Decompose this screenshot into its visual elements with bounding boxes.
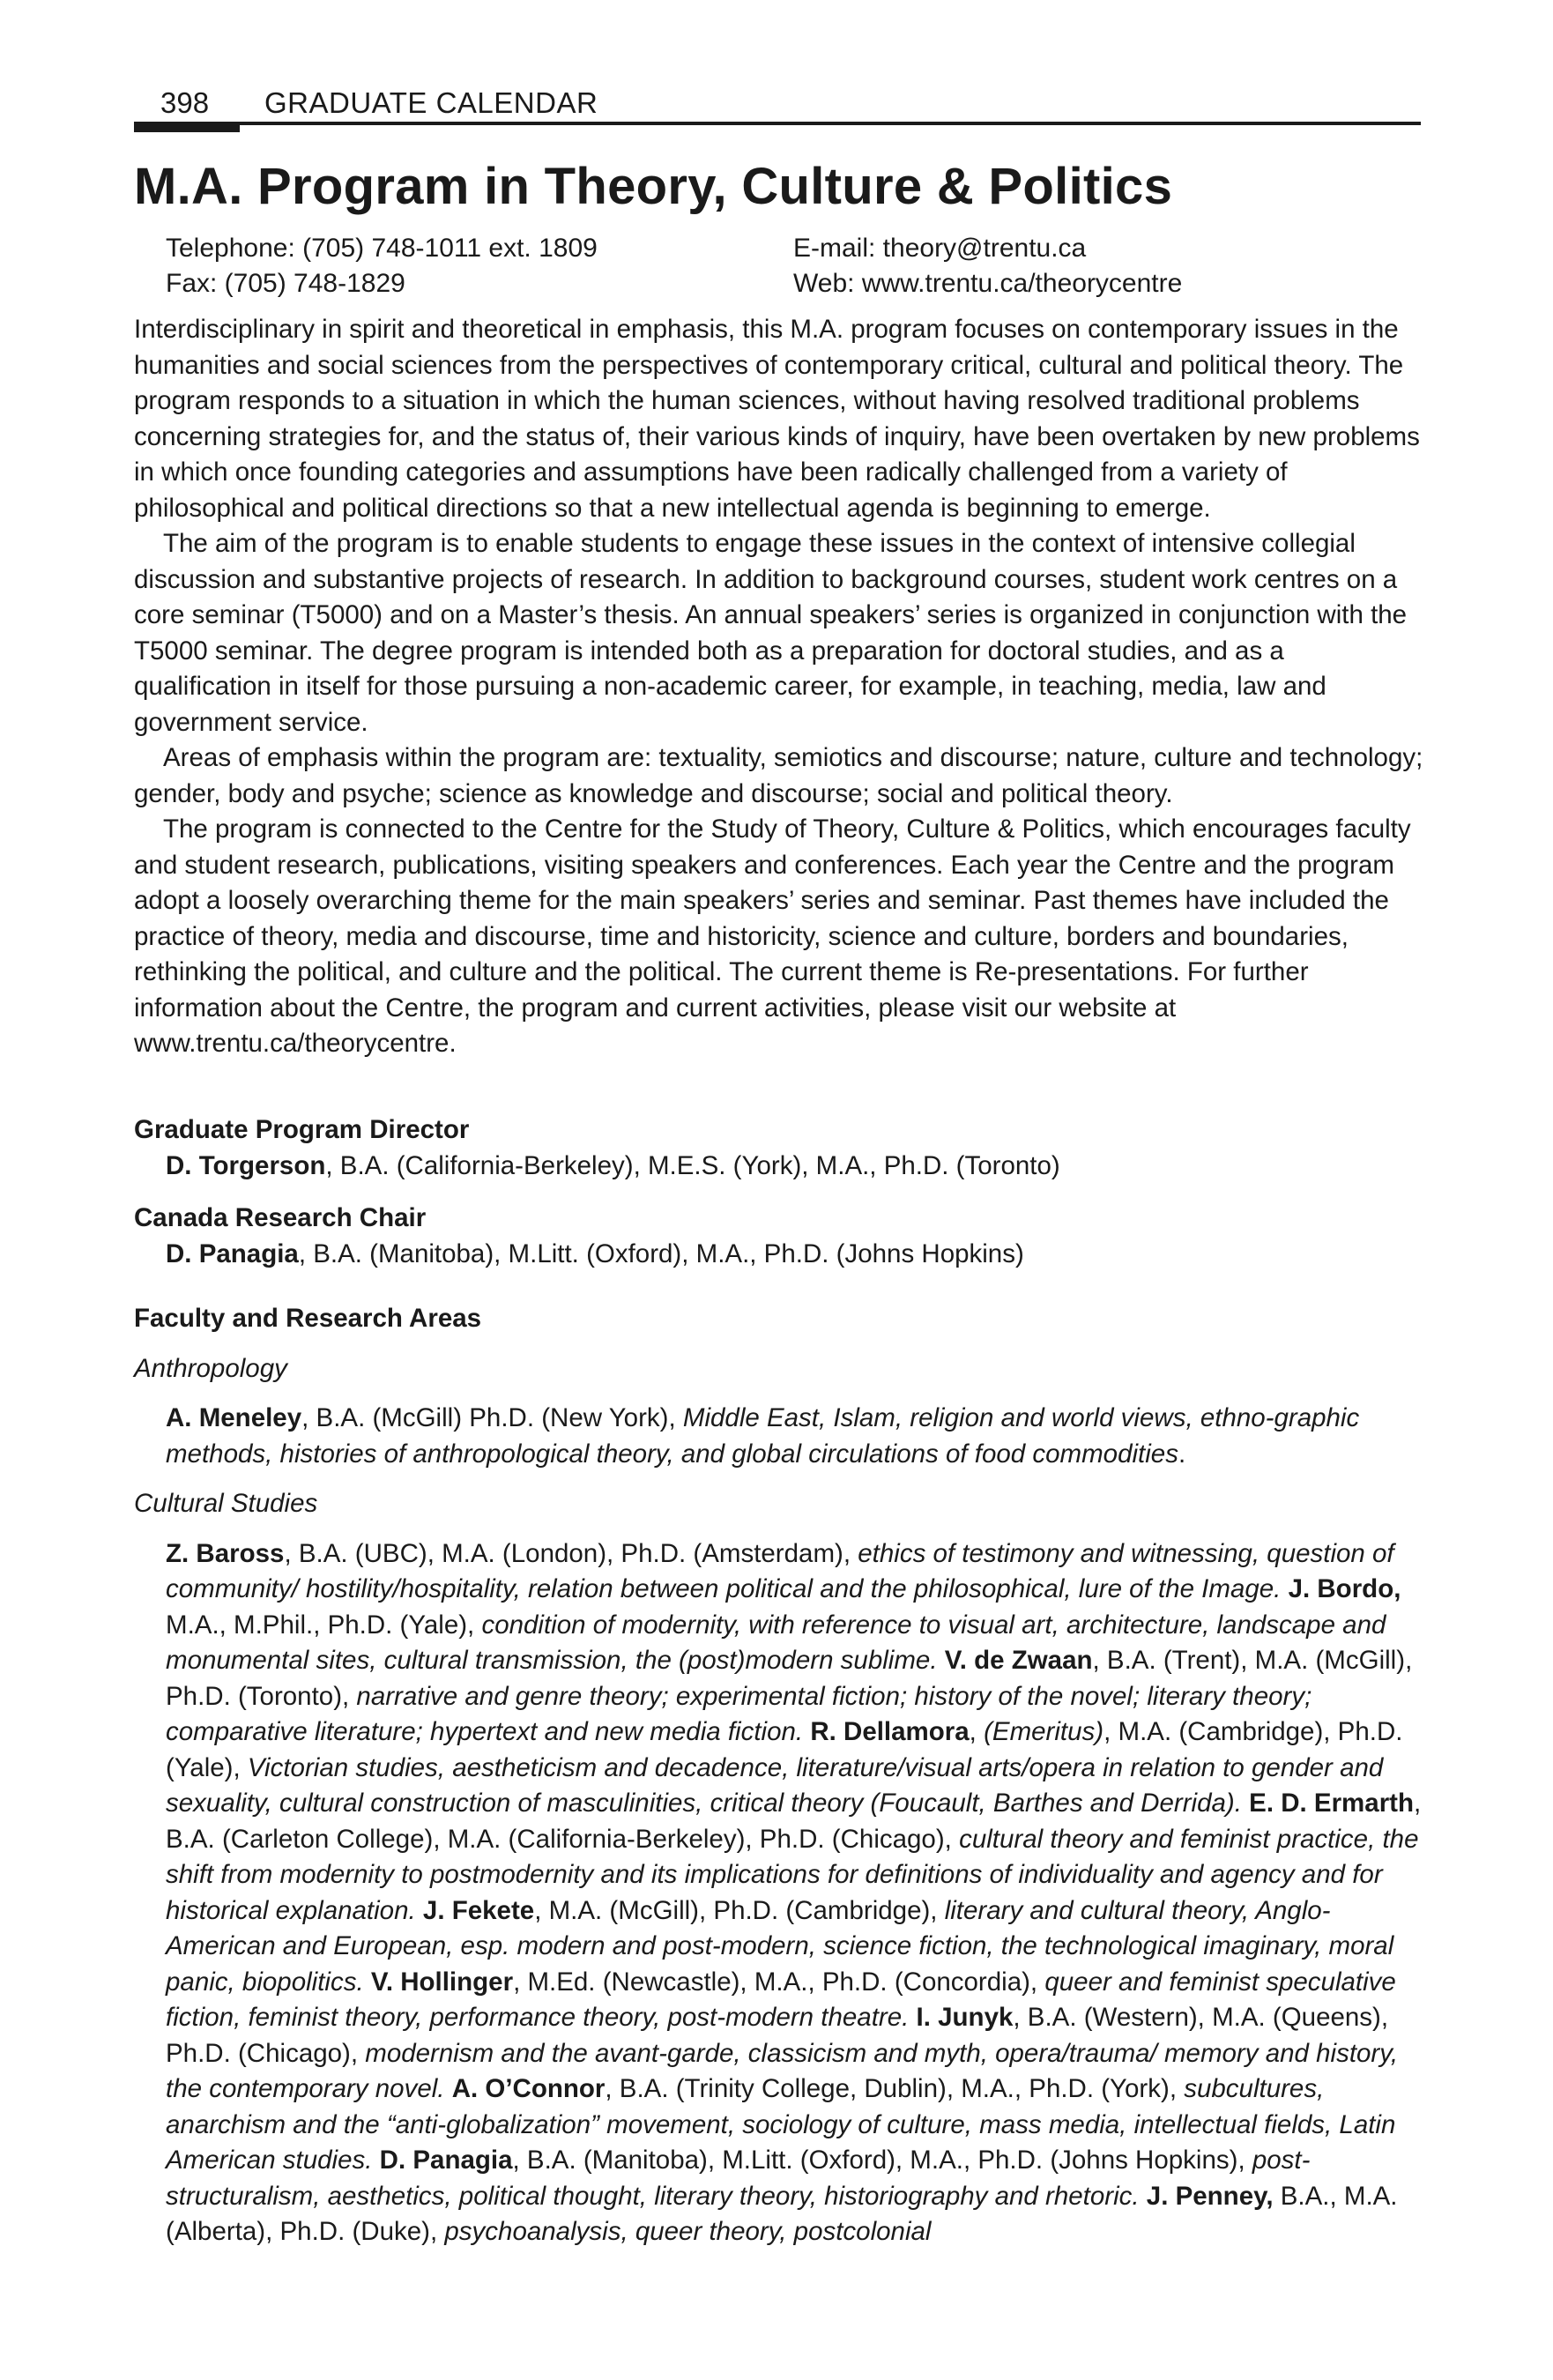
page-header [134,79,1421,123]
paragraph: Areas of emphasis within the program are: textuality, semiotics and discourse; nature, culture and technology; gender, body and psyche; science as knowledge and discourse; social and political theory. [134,743,1423,808]
header-tab-marker [134,122,240,132]
section-heading: Faculty and Research Areas [134,1304,482,1333]
web-address: Web: www.trentu.ca/theorycentre [793,269,1183,298]
research-chair-section [134,1201,1426,1272]
credentials: , B.A. (Trent), M.A. (McGill), Ph.D. (Toronto), [166,1646,1413,1711]
credentials: , B.A. (Manitoba), M.Litt. (Oxford), M.A., Ph.D. (Johns Hopkins) [298,1238,1024,1268]
email: E-mail: theory@trentu.ca [793,234,1087,263]
credentials: B.A., M.A. (Alberta), Ph.D. (Duke), [166,2181,1398,2246]
running-head: GRADUATE CALENDAR [264,86,598,119]
person-name: J. Fekete [422,1895,535,1925]
research-areas: Middle East, Islam, religion and world views, ethno-graphic methods, histories of anthropological theory, and global circulations of food commodities [166,1403,1360,1469]
credentials: , [969,1717,985,1746]
credentials: , B.A. (McGill) Ph.D. (New York), [301,1403,683,1432]
section-heading: Graduate Program Director [134,1115,470,1144]
research-areas: modernism and the avant-garde, classicism and myth, opera/trauma/ memory and history, the contemporary novel. [166,2038,1399,2103]
fax: Fax: (705) 748-1829 [166,269,405,298]
research-areas: psychoanalysis, queer theory, postcolonial [444,2217,932,2246]
credentials: , B.A. (Trinity College, Dublin), M.A., Ph.D. (York), [605,2074,1185,2103]
director-entry [166,1149,1426,1185]
area-heading-anthropology: Anthropology [134,1353,287,1383]
credentials: M.A., M.Phil., Ph.D. (Yale), [166,1610,482,1640]
contact-block [166,231,1417,301]
credentials: , B.A. (Carleton College), M.A. (California-Berkeley), Ph.D. (Chicago), [166,1789,1422,1854]
faculty-entry: A. Meneley, B.A. (McGill) Ph.D. (New York), Middle East, Islam, religion and world views, ethno-graphic methods, histories of anthropological theory, and global circulations of food commodities. [166,1403,1360,1469]
faculty-list-cultural-studies [166,1536,1426,2250]
person-name: J. Bordo, [1288,1574,1401,1603]
person-name: A. Meneley [166,1403,302,1432]
credentials: , B.A. (California-Berkeley), M.E.S. (York), M.A., Ph.D. (Toronto) [325,1150,1060,1180]
research-areas: Victorian studies, aestheticism and decadence, literature/visual arts/opera in relation to gender and sexuality, cultural construction of masculinities, critical theory (Foucault, Barthes and Derrida). [166,1752,1384,1818]
research-areas: narrative and genre theory; experimental fiction; history of the novel; literary theory; comparative literature; hypertext and new media fiction. [166,1681,1312,1746]
header-rule [134,122,1421,125]
person-name: E. D. Ermarth [1249,1789,1415,1818]
chair-entry [166,1237,1426,1273]
program-description [134,312,1426,1062]
person-name: V. Hollinger [370,1967,514,1997]
person-name: I. Junyk [916,2003,1014,2032]
research-areas: post-structuralism, aesthetics, political thought, literary theory, historiography and rhetoric. [166,2146,1311,2211]
person-name: Z. Baross [166,1538,285,1568]
person-name: D. Panagia [379,2146,513,2175]
paragraph: Interdisciplinary in spirit and theoretical in emphasis, this M.A. program focuses on contemporary issues in the humanities and social sciences from the perspectives of contemporary critical, cultural and political theory. The program responds to a situation in which the human sciences, without having resolved traditional problems concerning strategies for, and the status of, their various kinds of inquiry, have been overtaken by new problems in which once founding categories and assumptions have been radically challenged from a variety of philosophical and political directions so that a new intellectual agenda is beginning to emerge. [134,315,1420,523]
credentials: , M.A. (McGill), Ph.D. (Cambridge), [534,1895,945,1925]
credentials: , B.A. (Western), M.A. (Queens), Ph.D. (Chicago), [166,2003,1389,2068]
section-heading: Canada Research Chair [134,1203,427,1232]
person-name: R. Dellamora [810,1717,970,1746]
area-heading-cultural-studies: Cultural Studies [134,1489,318,1518]
person-name: J. Penney, [1146,2181,1274,2211]
research-areas: queer and feminist speculative fiction, feminist theory, performance theory, post-modern theatre. [166,1967,1396,2032]
person-name: A. O’Connor [451,2074,606,2103]
research-areas: subcultures, anarchism and the “anti-globalization” movement, sociology of culture, mass media, intellectual fields, Latin American studies. [166,2074,1396,2175]
faculty-section [134,1301,1426,2250]
credentials: , M.A. (Cambridge), Ph.D. (Yale), [166,1717,1403,1782]
credentials: , B.A. (UBC), M.A. (London), Ph.D. (Amsterdam), [284,1538,858,1568]
paragraph: The program is connected to the Centre for the Study of Theory, Culture & Politics, which encourages faculty and student research, publications, visiting speakers and conferences. Each year the Centre and the program adopt a loosely overarching theme for the main speakers’ series and seminar. Past themes have included the practice of theory, media and discourse, time and historicity, science and culture, borders and boundaries, rethinking the political, and culture and the political. The current theme is Re-presentations. For further information about the Centre, the program and current activities, please visit our website at www.trentu.ca/theorycentre. [134,814,1411,1058]
person-name: V. de Zwaan [944,1646,1093,1675]
telephone: Telephone: (705) 748-1011 ext. 1809 [166,234,598,263]
research-areas: cultural theory and feminist practice, the shift from modernity to postmodernity and its implications for definitions of individuality and agency and for historical explanation. [166,1824,1419,1925]
person-name: D. Torgerson [166,1150,326,1180]
page-number: 398 [160,86,210,119]
research-areas: ethics of testimony and witnessing, question of community/ hostility/hospitality, relation between political and the philosophical, lure of the Image. [166,1538,1394,1603]
director-section [134,1112,1426,1184]
person-name: D. Panagia [166,1238,299,1268]
credentials: , M.Ed. (Newcastle), M.A., Ph.D. (Concordia), [513,1967,1045,1997]
paragraph: The aim of the program is to enable students to engage these issues in the context of intensive collegial discussion and substantive projects of research. In addition to background courses, student work centres on a core seminar (T5000) and on a Master’s thesis. An annual speakers’ series is organized in conjunction with the T5000 seminar. The degree program is intended both as a preparation for doctoral studies, and as a qualification in itself for those pursuing a non-academic career, for example, in teaching, media, law and government service. [134,529,1408,737]
credentials: , B.A. (Manitoba), M.Litt. (Oxford), M.A., Ph.D. (Johns Hopkins), [512,2146,1252,2175]
emeritus-note: (Emeritus) [984,1717,1104,1746]
research-areas: literary and cultural theory, Anglo-American and European, esp. modern and post-modern, science fiction, the technological imaginary, moral panic, biopolitics. [166,1895,1394,1997]
research-areas: condition of modernity, with reference to visual art, architecture, landscape and monumental sites, cultural transmission, the (post)modern sublime. [166,1610,1386,1675]
page-title: M.A. Program in Theory, Culture & Politics [134,158,1173,215]
